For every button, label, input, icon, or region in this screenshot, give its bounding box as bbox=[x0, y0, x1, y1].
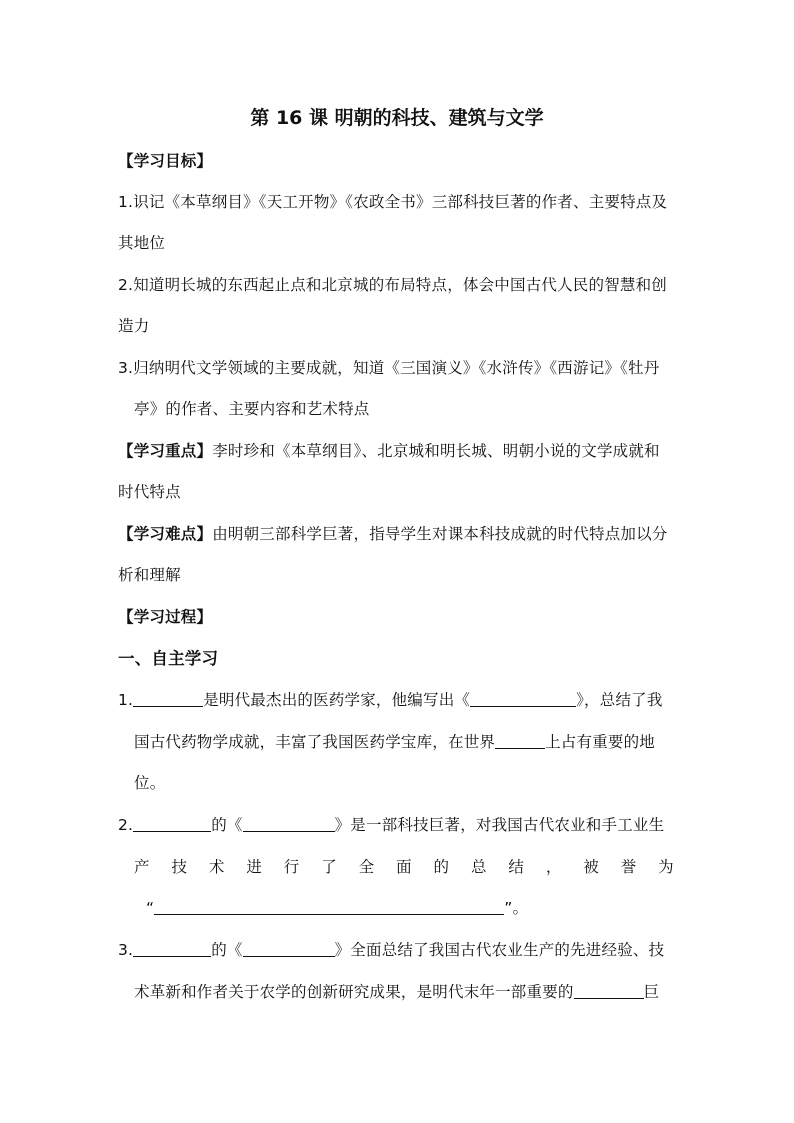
question-1-text-a: 是明代最杰出的医药学家，他编写出《 bbox=[203, 691, 471, 709]
page-title: 第 16 课 明朝的科技、建筑与文学 bbox=[250, 107, 544, 129]
process-heading: 【学习过程】 bbox=[118, 608, 213, 626]
question-2-char: 为 bbox=[658, 858, 674, 876]
question-2-char: 术 bbox=[208, 858, 225, 876]
question-2-close-quote: ”。 bbox=[504, 899, 529, 917]
difficulties-line-1 bbox=[118, 524, 668, 544]
question-1-line-2 bbox=[134, 732, 655, 752]
question-1-line-1 bbox=[118, 690, 663, 710]
difficulties-text: 由明朝三部科学巨著，指导学生对课本科技成就的时代特点加以分 bbox=[212, 525, 668, 543]
question-3-line-1 bbox=[118, 940, 664, 960]
goal-3-line-1: 3.归纳明代文学领域的主要成就，知道《三国演义》《水浒传》《西游记》《牡丹 bbox=[118, 359, 660, 377]
difficulties-line-2: 析和理解 bbox=[118, 566, 181, 584]
question-2-blank-1[interactable] bbox=[133, 816, 211, 832]
question-2-char: 誉 bbox=[620, 858, 637, 876]
question-2-char: 技 bbox=[171, 858, 188, 876]
question-2-line-3 bbox=[146, 898, 528, 918]
goal-1-line-1: 1.识记《本草纲目》《天工开物》《农政全书》三部科技巨著的作者、主要特点及 bbox=[118, 193, 668, 211]
question-2-line-2 bbox=[134, 857, 674, 877]
question-2-char: 全 bbox=[358, 858, 375, 876]
key-points-line-2: 时代特点 bbox=[118, 483, 181, 501]
question-2-char: 进 bbox=[246, 858, 263, 876]
question-2-char: 总 bbox=[470, 858, 487, 876]
question-1-blank-3[interactable] bbox=[495, 733, 545, 749]
question-2-blank-2[interactable] bbox=[243, 816, 335, 832]
key-points-text: 李时珍和《本草纲目》、北京城和明长城、明朝小说的文学成就和 bbox=[212, 442, 660, 460]
question-2-char: 产 bbox=[134, 858, 150, 876]
question-3-line-2-text-a: 术革新和作者关于农学的创新研究成果，是明代末年一部重要的 bbox=[134, 983, 574, 1001]
question-2-char: ， bbox=[545, 858, 562, 876]
question-1-line-3: 位。 bbox=[134, 774, 166, 792]
question-1-line-2-text-a: 国古代药物学成就，丰富了我国医药学宝库，在世界 bbox=[134, 733, 496, 751]
goal-3-line-2: 亭》的作者、主要内容和艺术特点 bbox=[134, 400, 370, 418]
question-3-line-2-text-b: 巨 bbox=[643, 983, 660, 1001]
question-2-blank-3[interactable] bbox=[154, 899, 504, 915]
question-1-blank-1[interactable] bbox=[133, 691, 203, 707]
question-3-line-2 bbox=[134, 982, 659, 1002]
question-2-text-b: 》是一部科技巨著，对我国古代农业和手工业生 bbox=[334, 816, 665, 834]
question-3-text-a: 的《 bbox=[211, 941, 243, 959]
goals-heading: 【学习目标】 bbox=[118, 152, 213, 170]
key-points-heading: 【学习重点】 bbox=[118, 442, 213, 460]
question-3-blank-3[interactable] bbox=[574, 983, 644, 999]
question-3-blank-1[interactable] bbox=[133, 941, 211, 957]
question-2-text-a: 的《 bbox=[211, 816, 243, 834]
question-2-char: 了 bbox=[321, 858, 337, 876]
question-1-number: 1. bbox=[118, 691, 134, 709]
question-3-blank-2[interactable] bbox=[243, 941, 335, 957]
question-2-char: 的 bbox=[433, 858, 450, 876]
goal-2-line-2: 造力 bbox=[118, 317, 150, 335]
key-points-line-1 bbox=[118, 441, 660, 461]
question-2-number: 2. bbox=[118, 816, 134, 834]
goal-2-line-1: 2.知道明长城的东西起止点和北京城的布局特点，体会中国古代人民的智慧和创 bbox=[118, 276, 667, 294]
question-2-line-1 bbox=[118, 815, 664, 835]
question-1-line-2-text-b: 上占有重要的地 bbox=[545, 733, 656, 751]
question-2-char: 行 bbox=[283, 858, 300, 876]
question-3-text-b: 》全面总结了我国古代农业生产的先进经验、技 bbox=[334, 941, 665, 959]
question-2-char: 被 bbox=[583, 858, 599, 876]
question-2-char: 结 bbox=[508, 858, 525, 876]
difficulties-heading: 【学习难点】 bbox=[118, 525, 213, 543]
self-study-heading: 一、自主学习 bbox=[118, 649, 219, 668]
question-1-text-b: 》，总结了我 bbox=[576, 691, 663, 709]
question-3-number: 3. bbox=[118, 941, 134, 959]
question-2-open-quote: “ bbox=[146, 899, 155, 917]
goal-1-line-2: 其地位 bbox=[118, 234, 166, 252]
question-2-char: 面 bbox=[396, 858, 412, 876]
question-1-blank-2[interactable] bbox=[470, 691, 576, 707]
